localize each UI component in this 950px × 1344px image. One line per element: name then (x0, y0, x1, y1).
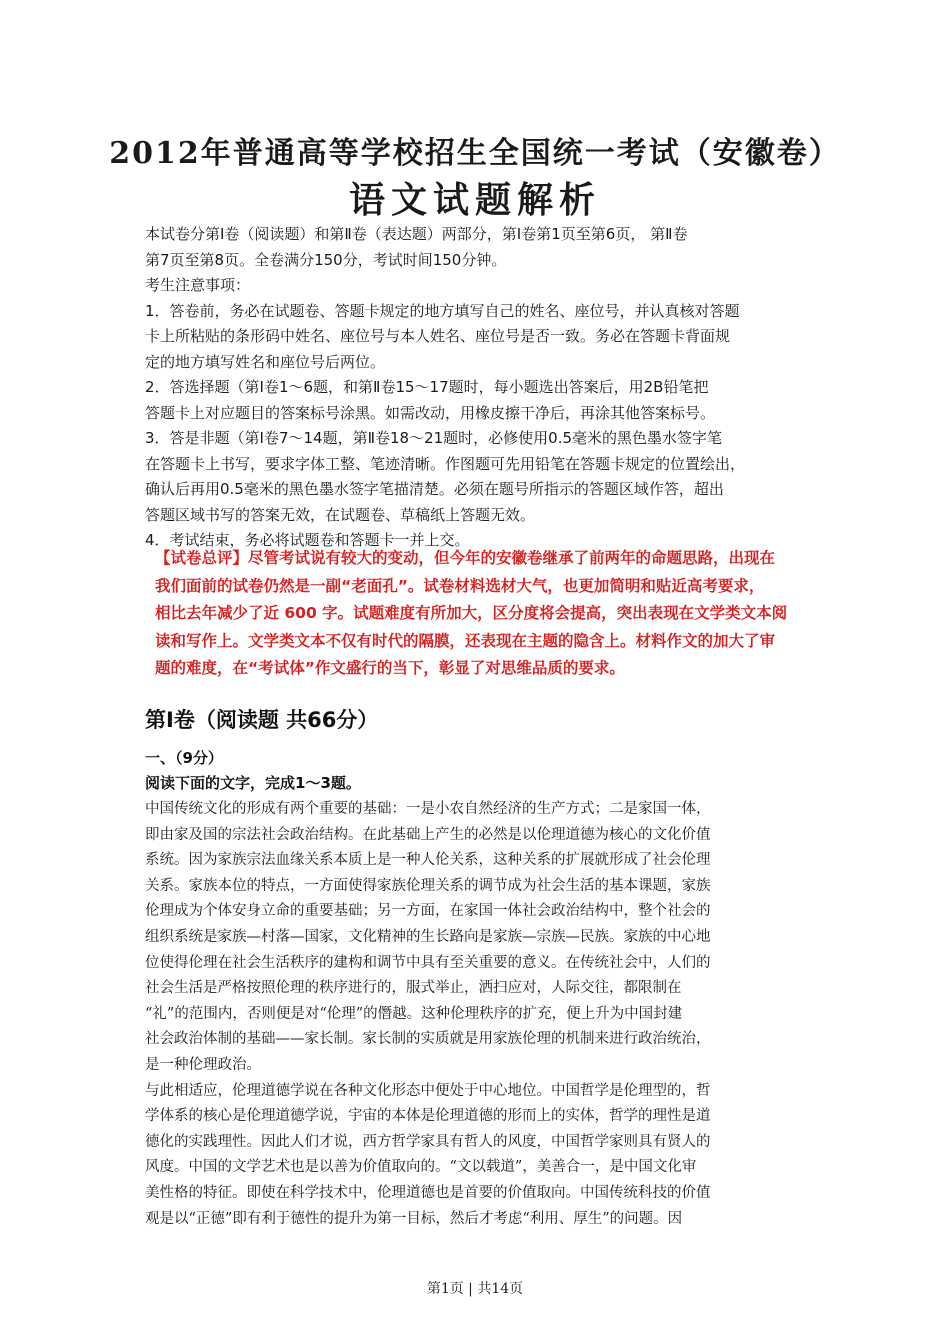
instruction-line: 第7页至第8页。全卷满分150分，考试时间150分钟。 (145, 250, 507, 269)
instruction-line: 1．答卷前，务必在试题卷、答题卡规定的地方填写自己的姓名、座位号，并认真核对答题 (145, 301, 740, 320)
instruction-line: 在答题卡上书写，要求字体工整、笔迹清晰。作图题可先用铅笔在答题卡规定的位置绘出， (145, 454, 746, 473)
passage-line: 关系。家族本位的特点，一方面使得家族伦理关系的调节成为社会生活的基本课题，家族 (145, 877, 711, 894)
exam-review-commentary (155, 545, 835, 683)
instruction-line: 确认后再用0.5毫米的黑色墨水签字笔描清楚。必须在题号所指示的答题区域作答，超出 (145, 480, 724, 498)
review-line: 题的难度，在“考试体”作文盛行的当下，彰显了对思维品质的要求。 (155, 659, 625, 677)
passage-line: 观是以“正德”即有利于德性的提升为第一目标，然后才考虑“利用、厚生”的问题。因 (145, 1210, 683, 1227)
instruction-line: 本试卷分第Ⅰ卷（阅读题）和第Ⅱ卷（表达题）两部分，第Ⅰ卷第1页至第6页， 第Ⅱ卷 (145, 225, 688, 243)
instruction-line: 卡上所粘贴的条形码中姓名、座位号与本人姓名、座位号是否一致。务必在答题卡背面规 (145, 327, 731, 345)
instruction-line: 考生注意事项： (145, 276, 251, 294)
passage-line: 社会生活是严格按照伦理的秩序进行的，服式举止，洒扫应对，人际交往，都限制在 (145, 980, 682, 997)
document-subtitle: 语文试题解析 (348, 179, 601, 221)
page-footer: 第1页 | 共14页 (426, 1281, 524, 1297)
passage-line: 位使得伦理在社会生活秩序的建构和调节中具有至关重要的意义。在传统社会中，人们的 (145, 954, 711, 971)
instruction-line: 4．考试结束，务必将试题卷和答题卡一并上交。 (145, 531, 470, 549)
reading-passage (145, 797, 815, 1232)
passage-line: 社会政治体制的基础——家长制。家长制的实质就是用家族伦理的机制来进行政治统治， (145, 1031, 711, 1048)
passage-line: 即由家及国的宗法社会政治结构。在此基础上产生的必然是以伦理道德为核心的文化价值 (145, 826, 711, 843)
passage-line: 德化的实践理性。因此人们才说，西方哲学家具有哲人的风度，中国哲学家则具有贤人的 (145, 1133, 711, 1150)
part-heading: 一、（9分） (145, 749, 223, 767)
passage-line: 是一种伦理政治。 (145, 1056, 261, 1073)
passage-line: 组织系统是家族—村落—国家，文化精神的生长路向是家族—宗族—民族。家族的中心地 (145, 928, 711, 945)
passage-line: 伦理成为个体安身立命的重要基础；另一方面，在家国一体社会政治结构中，整个社会的 (145, 903, 711, 920)
exam-instructions (145, 222, 815, 554)
instruction-line: 答题卡上对应题目的答案标号涂黑。如需改动，用橡皮擦干净后，再涂其他答案标号。 (145, 403, 716, 422)
instruction-line: 定的地方填写姓名和座位号后两位。 (145, 352, 386, 371)
passage-line: 系统。因为家族宗法血缘关系本质上是一种人伦关系，这种关系的扩展就形成了社会伦理 (145, 852, 711, 869)
passage-line: 风度。中国的文学艺术也是以善为价值取向的。“文以载道”，美善合一，是中国文化审 (145, 1159, 697, 1176)
instruction-line: 2．答选择题（第Ⅰ卷1～6题，和第Ⅱ卷15～17题时，每小题选出答案后，用2B铅笔把 (145, 378, 709, 396)
passage-line: 与此相适应，伦理道德学说在各种文化形态中便处于中心地位。中国哲学是伦理型的，哲 (145, 1082, 711, 1099)
section-title: 第Ⅰ卷（阅读题 共66分） (145, 708, 379, 732)
instruction-line: 答题区域书写的答案无效，在试题卷、草稿纸上答题无效。 (145, 505, 536, 524)
passage-line: 美性格的特征。即使在科学技术中，伦理道德也是首要的价值取向。中国传统科技的价值 (145, 1184, 711, 1201)
review-line: 【试卷总评】尽管考试说有较大的变动，但今年的安徽卷继承了前两年的命题思路，出现在 (155, 549, 776, 567)
passage-line: 中国传统文化的形成有两个重要的基础：一是小农自然经济的生产方式；二是家国一体， (145, 801, 711, 817)
document-title: 2012年普通高等学校招生全国统一考试（安徽卷） (109, 136, 841, 171)
review-line: 我们面前的试卷仍然是一副“老面孔”。试卷材料选材大气，也更加简明和贴近高考要求， (155, 576, 765, 595)
passage-line: 学体系的核心是伦理道德学说，宇宙的本体是伦理道德的形而上的实体，哲学的理性是道 (145, 1108, 711, 1125)
review-line: 读和写作上。文学类文本不仅有时代的隔膜，还表现在主题的隐含上。材料作文的加大了审 (155, 631, 776, 650)
review-line: 相比去年减少了近 600 字。试题难度有所加大，区分度将会提高，突出表现在文学类文本阅 (155, 604, 788, 622)
passage-line: “礼”的范围内，否则便是对“伦理”的僭越。这种伦理秩序的扩充，便上升为中国封建 (145, 1005, 683, 1022)
reading-instruction: 阅读下面的文字，完成1～3题。 (145, 774, 361, 792)
instruction-line: 3．答是非题（第Ⅰ卷7～14题，第Ⅱ卷18～21题时，必修使用0.5毫米的黑色墨水签字笔 (145, 429, 723, 447)
